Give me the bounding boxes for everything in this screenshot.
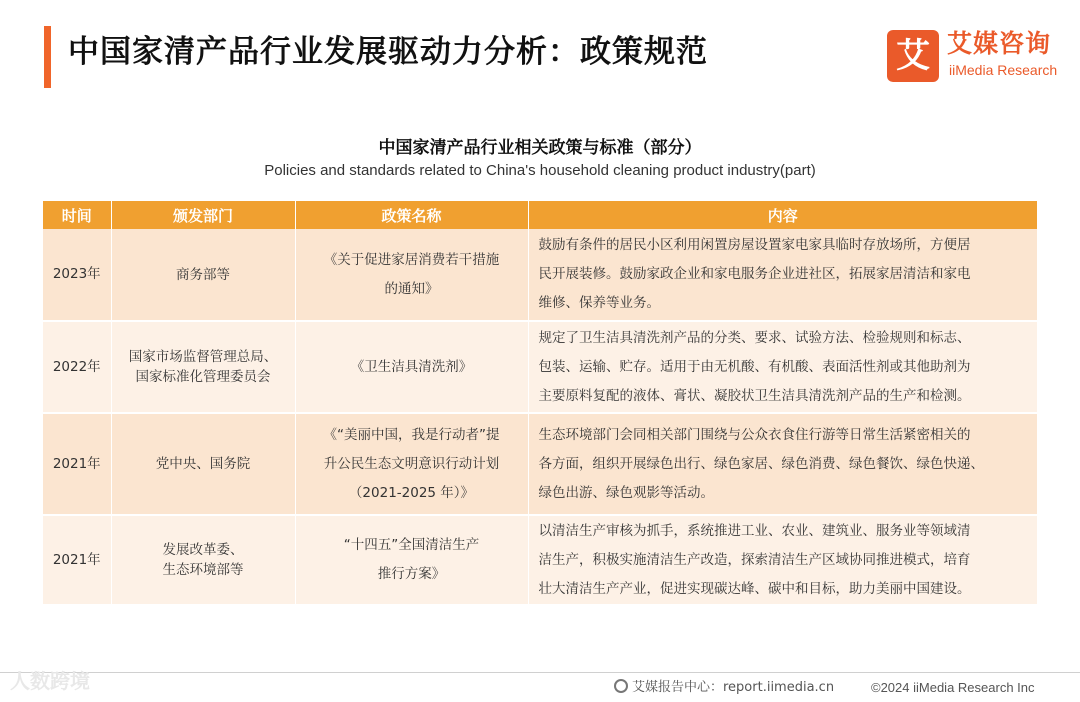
brand-name-en: iiMedia Research [949, 62, 1058, 78]
cell-line: 生态环境部等 [162, 562, 244, 578]
cell-line: 以清洁生产审核为抓手，系统推进工业、农业、建筑业、服务业等领域清 [538, 522, 971, 539]
cell-line: 民开展装修。鼓励家政企业和家电服务企业进社区，拓展家居清洁和家电 [538, 266, 971, 282]
column-header-time: 时间 [43, 201, 111, 229]
cell-line: 的通知》 [384, 280, 439, 297]
cell-line: 壮大清洁生产产业，促进实现碳达峰、碳中和目标，助力美丽中国建设。 [538, 580, 971, 597]
cell-dept [111, 413, 295, 515]
table-header-row [43, 201, 1037, 229]
cell-dept [111, 515, 295, 605]
cell-dept [111, 229, 295, 321]
cell-year: 2023年 [43, 229, 111, 321]
watermark: 人数跨境 [10, 669, 90, 693]
cell-line: 国家市场监督管理总局、 [128, 349, 278, 365]
cell-line: 生态环境部门会同相关部门围绕与公众衣食住行游等日常生活紧密相关的 [538, 426, 971, 443]
footer-copyright: ©2024 iiMedia Research Inc [871, 680, 1035, 695]
cell-year: 2021年 [43, 515, 111, 605]
cell-line: 《“美丽中国，我是行动者”提 [323, 426, 500, 443]
cell-line: “十四五”全国清洁生产 [343, 537, 480, 553]
cell-policy [295, 229, 528, 321]
title-accent-bar [44, 26, 51, 88]
cell-line: （2021-2025 年）》 [348, 484, 475, 501]
cell-line: 各方面，组织开展绿色出行、绿色家居、绿色消费、绿色餐饮、绿色快递、 [538, 455, 984, 472]
column-header-dept: 颁发部门 [111, 201, 295, 229]
page-title: 中国家清产品行业发展驱动力分析：政策规范 [68, 34, 708, 70]
footer-source [614, 679, 834, 697]
cell-content [528, 515, 1037, 605]
globe-icon [614, 679, 628, 693]
cell-line: 绿色出游、绿色观影等活动。 [538, 484, 714, 501]
policy-table [43, 201, 1037, 606]
cell-line: 党中央、国务院 [155, 456, 251, 472]
footer-source-text: 艾媒报告中心：report.iimedia.cn [632, 680, 835, 695]
cell-dept [111, 321, 295, 413]
cell-line: 包装、运输、贮存。适用于由无机酸、有机酸、表面活性剂或其他助剂为 [538, 358, 971, 375]
table-row [43, 321, 1037, 413]
cell-line: 维修、保养等业务。 [538, 295, 660, 311]
brand-logo [887, 30, 1062, 82]
column-header-policy: 政策名称 [295, 201, 528, 229]
cell-line: 升公民生态文明意识行动计划 [323, 455, 500, 472]
cell-year: 2021年 [43, 413, 111, 515]
cell-line: 《关于促进家居消费若干措施 [323, 251, 500, 268]
cell-line: 国家标准化管理委员会 [135, 369, 271, 385]
table-row [43, 413, 1037, 515]
footer-divider [0, 672, 1080, 673]
brand-logo-icon: 艾 [887, 30, 939, 82]
cell-line: 规定了卫生洁具清洗剂产品的分类、要求、试验方法、检验规则和标志、 [538, 329, 971, 346]
cell-line: 洁生产，积极实施清洁生产改造，探索清洁生产区域协同推进模式，培育 [538, 551, 971, 568]
cell-content [528, 413, 1037, 515]
brand-name-cn: 艾媒咨询 [947, 29, 1052, 58]
cell-content [528, 321, 1037, 413]
cell-line: 商务部等 [176, 266, 230, 283]
cell-line: 发展改革委、 [162, 542, 244, 558]
cell-policy [295, 413, 528, 515]
table-row [43, 515, 1037, 605]
cell-line: 《卫生洁具清洗剂》 [350, 358, 473, 375]
column-header-content: 内容 [528, 201, 1037, 229]
table-row [43, 229, 1037, 321]
cell-line: 推行方案》 [377, 566, 446, 582]
cell-policy [295, 515, 528, 605]
cell-policy [295, 321, 528, 413]
cell-line: 鼓励有条件的居民小区利用闲置房屋设置家电家具临时存放场所，方便居 [538, 237, 971, 253]
cell-year: 2022年 [43, 321, 111, 413]
cell-line: 主要原料复配的液体、膏状、凝胶状卫生洁具清洗剂产品的生产和检测。 [538, 387, 971, 404]
cell-content [528, 229, 1037, 321]
table-title-en: Policies and standards related to China's household cleaning product industry(part) [264, 162, 816, 179]
table-title-cn: 中国家清产品行业相关政策与标准（部分） [378, 138, 702, 158]
